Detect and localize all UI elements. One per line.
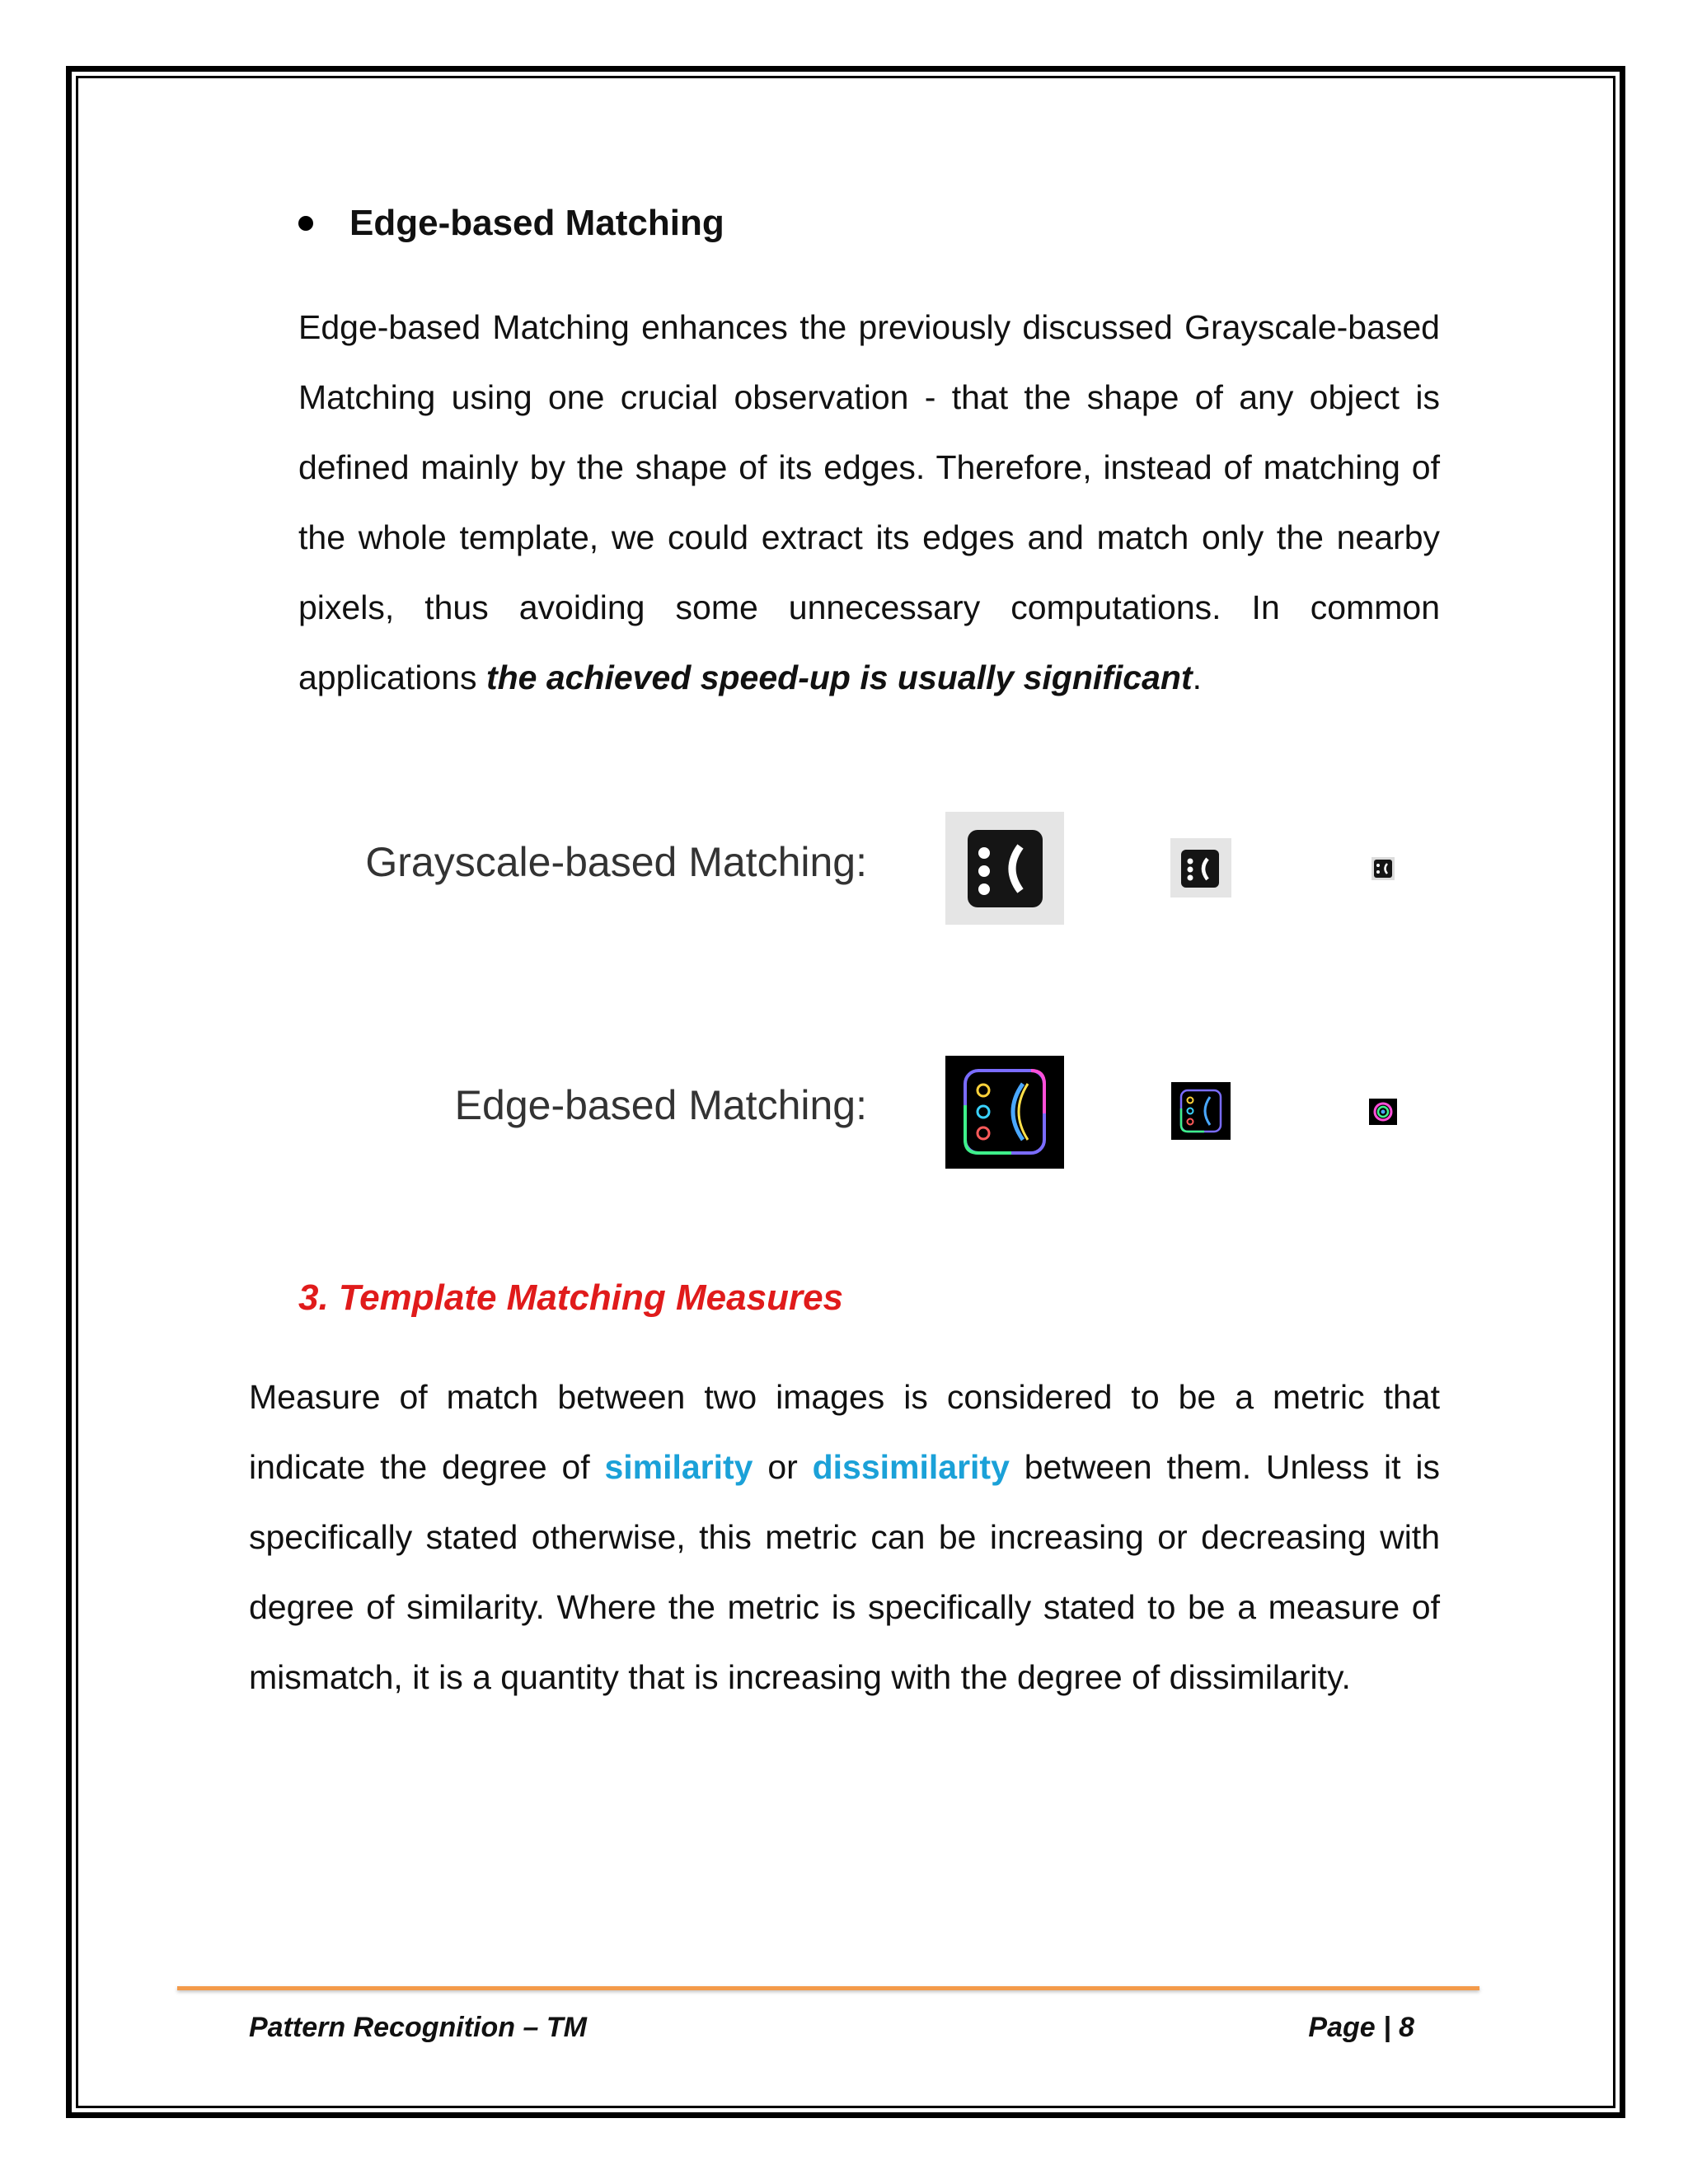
edge-template-medium-icon xyxy=(1171,1082,1231,1140)
grayscale-template-medium-icon xyxy=(1180,849,1220,888)
paragraph-text: between them. Unless it is specifically stated otherwise, this metric can be increasing or decreasing with degree of similarity. Where the metric is specifically stated to be a measure of mismatch, it is a quantity that is increasing with the degree of dissimilarity. xyxy=(249,1448,1440,1696)
footer-rule xyxy=(177,1986,1479,1990)
paragraph-text: Measure of match between two images is considered to be a metric that indicate the degree of xyxy=(249,1378,1440,1486)
edge-template-small-icon xyxy=(1369,1099,1397,1125)
paragraph-measures xyxy=(249,1362,1440,1713)
grayscale-label: Grayscale-based Matching: xyxy=(365,839,867,885)
paragraph-text: or xyxy=(753,1448,813,1486)
section-heading: 3. Template Matching Measures xyxy=(298,1277,844,1318)
paragraph-end: . xyxy=(1192,658,1203,696)
edge-template-large-icon xyxy=(945,1056,1064,1169)
bullet-heading xyxy=(298,203,724,244)
page-number: Page | 8 xyxy=(1308,2012,1414,2043)
grayscale-template-large-icon xyxy=(966,828,1044,909)
keyword-dissimilarity: dissimilarity xyxy=(812,1448,1010,1486)
footer-title: Pattern Recognition – TM xyxy=(249,2012,587,2043)
emphasis-text: the achieved speed-up is usually significant xyxy=(485,658,1193,696)
edge-label: Edge-based Matching: xyxy=(454,1082,867,1128)
paragraph-text: Edge-based Matching enhances the previously discussed Grayscale-based Matching using one crucial observation - that the shape of any object is defined mainly by the shape of its edges. Therefore, instead of matching of the whole template, we could extract its edges and match only the nearby pixels, thus avoiding some unnecessary computations. In common applications xyxy=(298,308,1440,696)
grayscale-template-small-icon xyxy=(1372,857,1395,880)
bullet-icon xyxy=(298,216,313,231)
keyword-similarity: similarity xyxy=(604,1448,753,1486)
paragraph-edge-matching xyxy=(298,293,1440,713)
bullet-heading-text: Edge-based Matching xyxy=(349,203,724,243)
